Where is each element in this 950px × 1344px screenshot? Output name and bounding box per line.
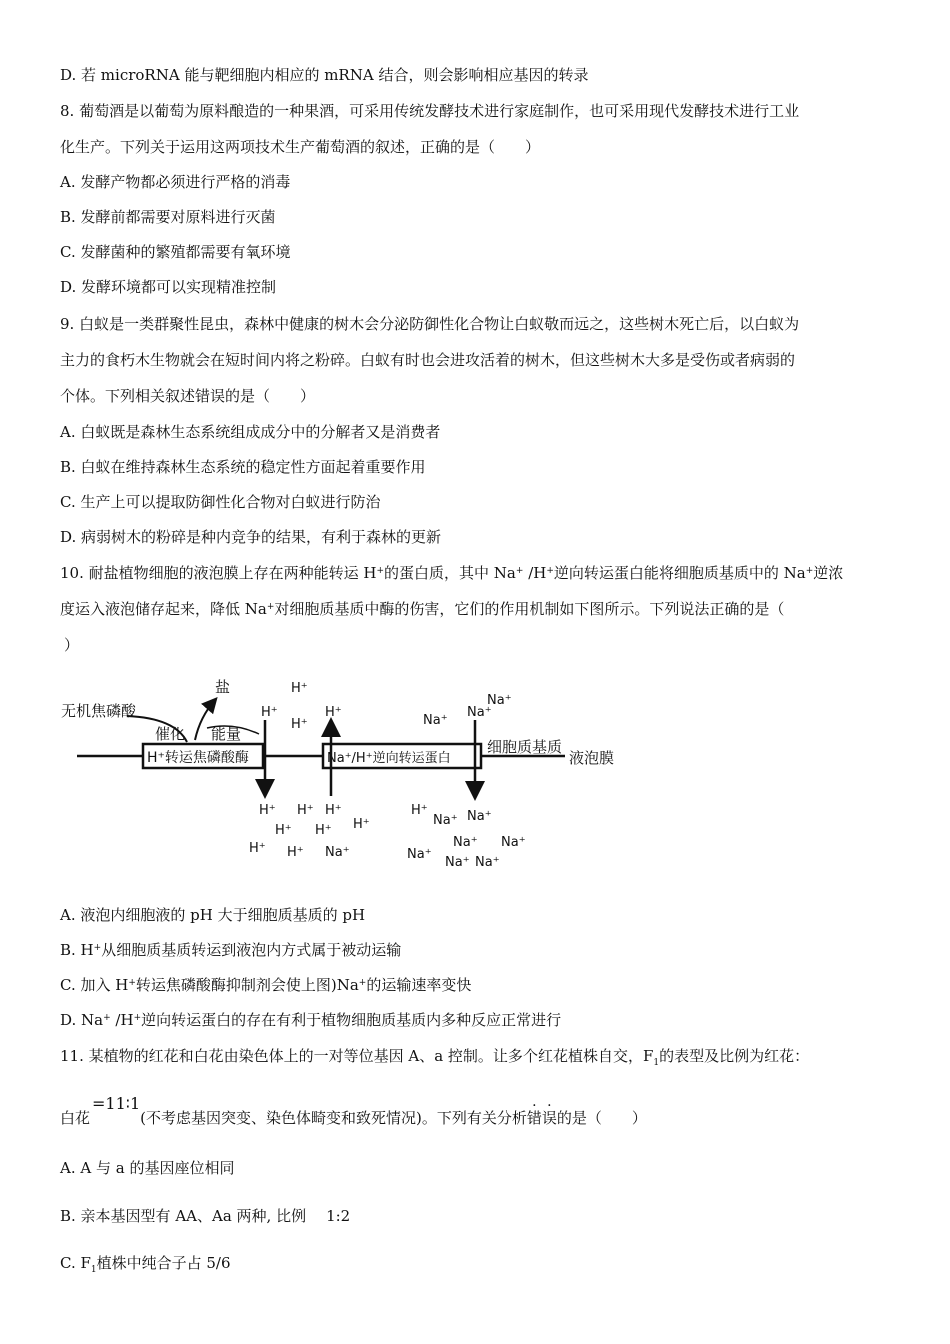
ion-na: Na⁺ [467,705,492,720]
ion-h: H⁺ [259,803,276,818]
ion-h: H⁺ [249,841,266,856]
q11-option-c: C. $F_1$植株中纯合子占 5/6 [60,1254,231,1275]
ion-na: Na⁺ [407,847,432,862]
ion-na: Na⁺ [445,855,470,870]
h-pump-label: H⁺转运焦磷酸酶 [147,750,249,766]
q8-stem-line-2: 化生产。下列关于运用这两项技术生产葡萄酒的叙述，正确的是（ ） [60,138,541,156]
q11-ratio: =11∶1 [92,1094,141,1113]
q10-option-c: C. 加入 H+转运焦磷酸酶抑制剂会使上图)Na+的运输速率变快 [60,976,472,994]
cytosol-label: 细胞质基质 [487,738,563,756]
q11-option-b: B. 亲本基因型有 AA、Aa 两种, 比例 1:2 [60,1207,351,1225]
q8-stem-line-1: 8. 葡萄酒是以葡萄为原料酿造的一种果酒，可采用传统发酵技术进行家庭制作，也可采用现代发酵技术进行工业 [60,102,800,120]
ion-h: H⁺ [325,803,342,818]
ion-na: Na⁺ [453,835,478,850]
ion-h: H⁺ [261,705,278,720]
ion-na: Na⁺ [475,855,500,870]
q8-option-b: B. 发酵前都需要对原料进行灭菌 [60,208,276,226]
ion-na: Na⁺ [501,835,526,850]
ion-h: H⁺ [291,717,308,732]
q9-stem-line-3: 个体。下列相关叙述错误的是（ ） [60,387,316,405]
q9-stem-line-1: 9. 白蚁是一类群聚性昆虫，森林中健康的树木会分泌防御性化合物让白蚁敬而远之，这些树木死亡后，以白蚁为 [60,315,800,333]
q10-option-a: A. 液泡内细胞液的 pH 大于细胞质基质的 pH [60,906,366,924]
catalysis-label: 催化 [155,725,186,743]
q10-stem-line-3: ） [64,636,80,654]
q10-stem-line-1: 10. 耐盐植物细胞的液泡膜上存在两种能转运 H+的蛋白质，其中 Na+ /H+逆向转运蛋白能将细胞质基质中的 Na+逆浓 [60,564,844,582]
ion-h: H⁺ [325,705,342,720]
q11-option-a: A. A 与 a 的基因座位相同 [60,1159,235,1177]
q8-option-d: D. 发酵环境都可以实现精准控制 [60,278,277,296]
q10-stem-line-2: 度运入液泡储存起来，降低 Na+对细胞质基质中酶的伤害，它们的作用机制如下图所示。下列说法正确的是（ [60,600,785,618]
ion-h: H⁺ [287,845,304,860]
ion-na: Na⁺ [467,809,492,824]
q7-option-d: D. 若 microRNA 能与靶细胞内相应的 mRNA 结合，则会影响相应基因的转录 [60,66,589,84]
q10-option-b: B. H+从细胞质基质转运到液泡内方式属于被动运输 [60,941,402,959]
ppi-label: 无机焦磷酸 [61,702,137,720]
q11-stem-line-2: 白花=11∶1(不考虑基因突变、染色体畸变和致死情况)。下列有关分析错误的是（ ） [60,1094,647,1127]
q8-option-a: A. 发酵产物都必须进行严格的消毒 [60,173,291,191]
q9-option-d: D. 病弱树木的粉碎是种内竞争的结果，有利于森林的更新 [60,528,442,546]
q10-option-d: D. Na+ /H+逆向转运蛋白的存在有利于植物细胞质基质内多种反应正常进行 [60,1011,562,1029]
ion-na: Na⁺ [325,845,350,860]
membrane-label: 液泡膜 [569,749,615,767]
q11-stem-line-1: 11. 某植物的红花和白花由染色体上的一对等位基因 A、a 控制。让多个红花植株自交，$F_1$的表型及比例为红花： [60,1047,810,1068]
ion-na: Na⁺ [487,693,512,708]
ion-h: H⁺ [297,803,314,818]
emphasis-char: 错 [526,1109,542,1127]
ion-na: Na⁺ [433,813,458,828]
q9-stem-line-2: 主力的食朽木生物就会在短时间内将之粉碎。白蚁有时也会进攻活着的树木，但这些树木大多是受伤或者病弱的 [60,351,796,369]
ion-h: H⁺ [291,681,308,696]
q9-option-b: B. 白蚁在维持森林生态系统的稳定性方面起着重要作用 [60,458,426,476]
salt-label: 盐 [215,678,231,696]
ion-h: H⁺ [275,823,292,838]
vacuole-membrane-transport-diagram [55,672,635,872]
emphasis-char: 误 [541,1109,557,1127]
energy-label: 能量 [211,725,242,743]
ion-h: H⁺ [411,803,428,818]
q9-option-a: A. 白蚁既是森林生态系统组成成分中的分解者又是消费者 [60,423,441,441]
q9-option-c: C. 生产上可以提取防御性化合物对白蚁进行防治 [60,493,381,511]
q8-option-c: C. 发酵菌种的繁殖都需要有氧环境 [60,243,291,261]
ion-na: Na⁺ [423,713,448,728]
ion-h: H⁺ [353,817,370,832]
ion-h: H⁺ [315,823,332,838]
antiporter-label: Na⁺/H⁺逆向转运蛋白 [327,751,451,766]
